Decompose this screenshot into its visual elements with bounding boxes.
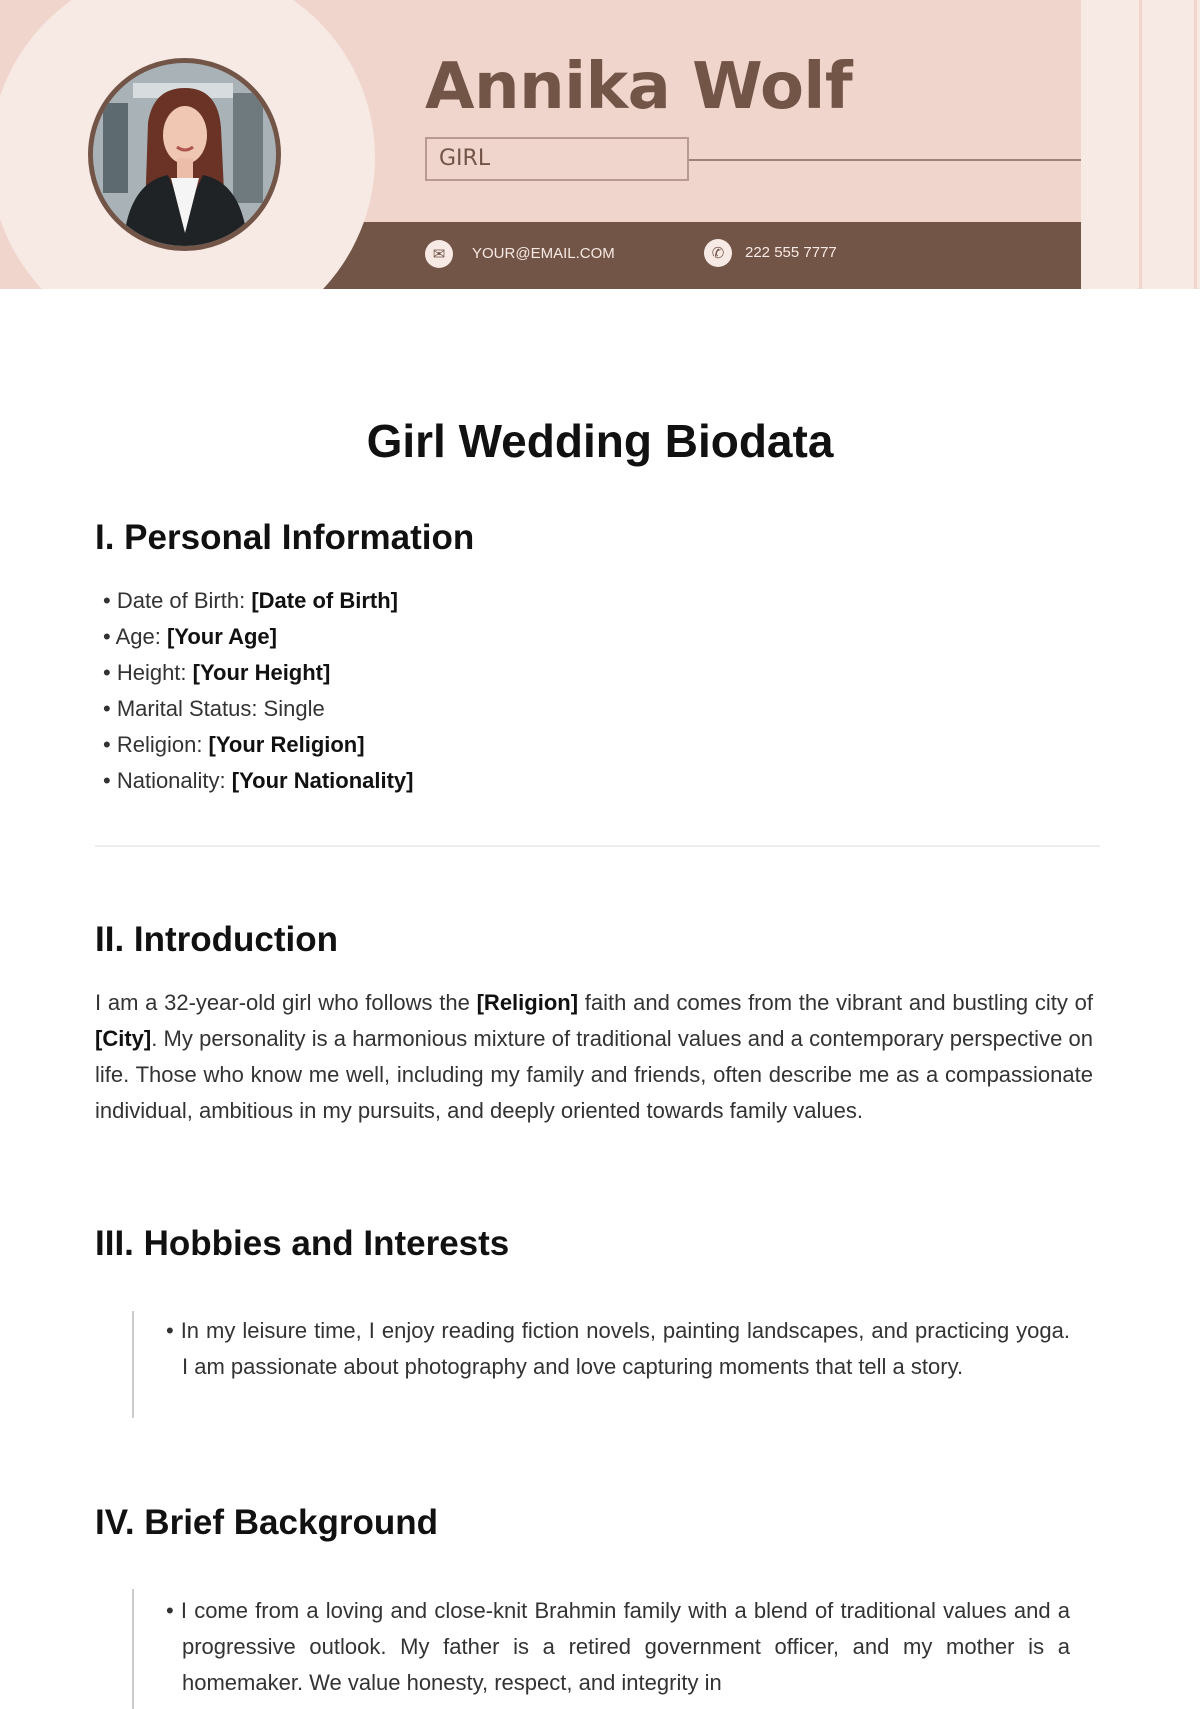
phone-text[interactable]: 222 555 7777	[745, 244, 837, 261]
profile-photo	[88, 58, 281, 251]
text: I come from a loving and close-knit Brahmin family with a blend of traditional values and a progressive outlook. My father is a retired government officer, and my mother is a homemaker. We value honesty, respect, and integrity in	[180, 1598, 1070, 1695]
placeholder-city: [City]	[95, 1026, 152, 1051]
tag-line	[689, 159, 1081, 161]
document-title: Girl Wedding Biodata	[366, 415, 834, 467]
introduction-paragraph	[95, 985, 1093, 1129]
email-icon: ✉	[425, 240, 453, 268]
background-item: • I come from a loving and close-knit Brahmin family with a blend of traditional values and a progressive outlook. My father is a retired government officer, and my mother is a homemaker. We value honesty, respect, and integrity in	[166, 1598, 1070, 1695]
decorative-line	[1194, 0, 1197, 289]
list-item: • Age: [Your Age]	[103, 624, 277, 649]
email-text[interactable]: YOUR@EMAIL.COM	[472, 245, 615, 262]
section-heading: II. Introduction	[95, 920, 339, 959]
item-value: [Date of Birth]	[251, 588, 398, 613]
text: In my leisure time, I enjoy reading fiction novels, painting landscapes, and practicing yoga. I am passionate about photography and love capturing moments that tell a story.	[180, 1318, 1070, 1379]
contact-band	[300, 222, 1081, 289]
phone-icon: ✆	[704, 239, 732, 267]
header-banner	[0, 0, 1200, 289]
quote-bar	[132, 1589, 134, 1709]
tag-box: GIRL	[425, 137, 689, 181]
list-item: • Height: [Your Height]	[103, 660, 331, 685]
item-value: [Your Age]	[166, 624, 277, 649]
hobbies-item: • In my leisure time, I enjoy reading fiction novels, painting landscapes, and practicing yoga. I am passionate about photography and love capturing moments that tell a story.	[166, 1318, 1070, 1379]
item-value: [Your Religion]	[208, 732, 365, 757]
text: faith and comes from the vibrant and bustling city of	[578, 990, 1093, 1015]
text: . My personality is a harmonious mixture of traditional values and a contemporary perspective on life. Those who know me well, including my family and friends, often describe me as a compassionate individual, ambitious in my pursuits, and deeply oriented towards family values.	[95, 1026, 1093, 1123]
text: I am a 32-year-old girl who follows the	[95, 990, 477, 1015]
item-label: Religion:	[116, 732, 209, 757]
item-value: [Your Nationality]	[231, 768, 414, 793]
list-item: • Religion: [Your Religion]	[103, 732, 365, 757]
section-heading: I. Personal Information	[95, 518, 475, 557]
quote-bar	[132, 1311, 134, 1418]
section-heading: IV. Brief Background	[95, 1503, 438, 1542]
list-item: • Date of Birth: [Date of Birth]	[103, 588, 398, 613]
placeholder-religion: [Religion]	[476, 990, 579, 1015]
person-name: Annika Wolf	[425, 50, 853, 124]
list-item: • Nationality: [Your Nationality]	[103, 768, 414, 793]
item-label: Nationality:	[116, 768, 232, 793]
section-divider	[95, 845, 1100, 847]
item-label: Marital Status: Single	[116, 696, 325, 721]
decorative-line	[1139, 0, 1142, 289]
list-item: • Marital Status: Single	[103, 696, 325, 721]
section-heading: III. Hobbies and Interests	[95, 1224, 510, 1263]
item-label: Age:	[115, 624, 167, 649]
item-label: Date of Birth:	[116, 588, 252, 613]
item-label: Height:	[116, 660, 193, 685]
item-value: [Your Height]	[192, 660, 331, 685]
